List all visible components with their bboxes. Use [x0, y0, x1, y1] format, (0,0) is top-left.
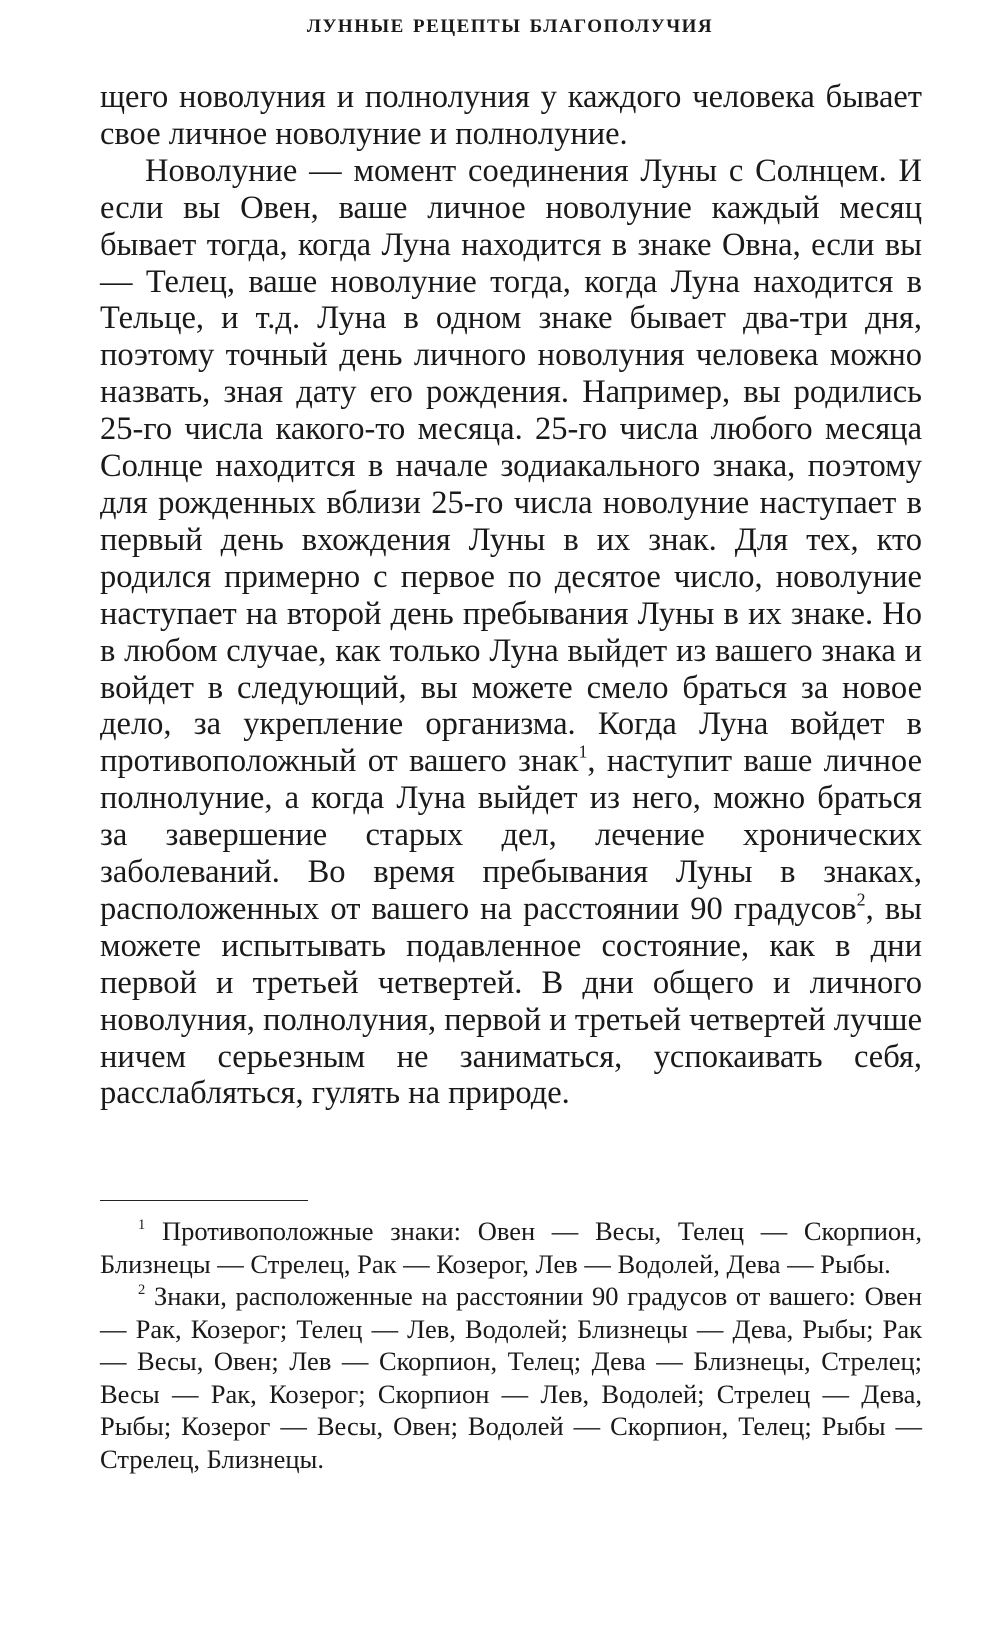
paragraph-new-moon	[100, 153, 922, 1113]
footnote-ref-1: 1	[578, 741, 588, 762]
footnotes	[100, 1215, 922, 1475]
footnote-2	[100, 1280, 922, 1475]
footnote-marker-1: 1	[138, 1217, 146, 1234]
footnote-separator	[100, 1200, 308, 1201]
footnote-ref-2: 2	[856, 889, 866, 910]
paragraph-text-part-3: , вы можете испытывать подавленное состояние, как в дни первой и третьей четвертей. В дни общего и личного новолуния, полнолуния, первой и третьей четвертей лучше ничем серьезным не заниматься, успокаивать себя, расслабляться, гулять на природе.	[100, 890, 922, 1112]
footnote-marker-2: 2	[138, 1282, 146, 1299]
paragraph-continuation: щего новолуния и полнолуния у каждого человека бывает свое личное новолуние и полнолуние.	[100, 79, 922, 152]
footnote-text-1: Противоположные знаки: Овен — Весы, Телец — Скорпион, Близнецы — Стрелец, Рак — Козерог, Лев — Водолей, Дева — Рыбы.	[100, 1216, 922, 1279]
footnote-1	[100, 1215, 922, 1280]
paragraph-text-part-1: Новолуние — момент соединения Луны с Солнцем. И если вы Овен, ваше личное новолуние каждый месяц бывает тогда, когда Луна находится в знаке Овна, если вы — Телец, ваше новолуние тогда, когда Луна находится в Тельце, и т.д. Луна в одном знаке бывает два-три дня, поэтому точный день личного новолуния человека можно назвать, зная дату его рождения. Например, вы родились 25-го числа какого-то месяца. 25-го числа любого месяца Солнце находится в начале зодиакального знака, поэтому для рожденных вблизи 25-го числа новолуние наступает в первый день вхождения Луны в их знак. Для тех, кто родился примерно с первое по десятое число, новолуние наступает на второй день пребывания Луны в их знаке. Но в любом случае, как только Луна выйдет из вашего знака и войдет в следующий, вы можете смело браться за новое дело, за укрепление организма. Когда Луна войдет в противоположный от вашего знак	[100, 152, 922, 780]
running-header: лунные рецепты благополучия	[306, 8, 714, 38]
footnote-text-2: Знаки, расположенные на расстоянии 90 градусов от вашего: Овен — Рак, Козерог; Телец — Лев, Водолей; Близнецы — Дева, Рыбы; Рак — Весы, Овен; Лев — Скорпион, Телец; Дева — Близнецы, Стрелец; Весы — Рак, Козерог; Скорпион — Лев, Водолей; Стрелец — Дева, Рыбы; Козерог — Весы, Овен; Водолей — Скорпион, Телец; Рыбы — Стрелец, Близнецы.	[100, 1281, 923, 1474]
paragraph-text-part-2: , наступит ваше личное полнолуние, а когда Луна выйдет из него, можно браться за завершение старых дел, лечение хронических заболеваний. Во время пребывания Луны в знаках, расположенных от вашего на расстоянии 90 градусов	[100, 743, 923, 927]
main-text	[100, 79, 922, 1112]
